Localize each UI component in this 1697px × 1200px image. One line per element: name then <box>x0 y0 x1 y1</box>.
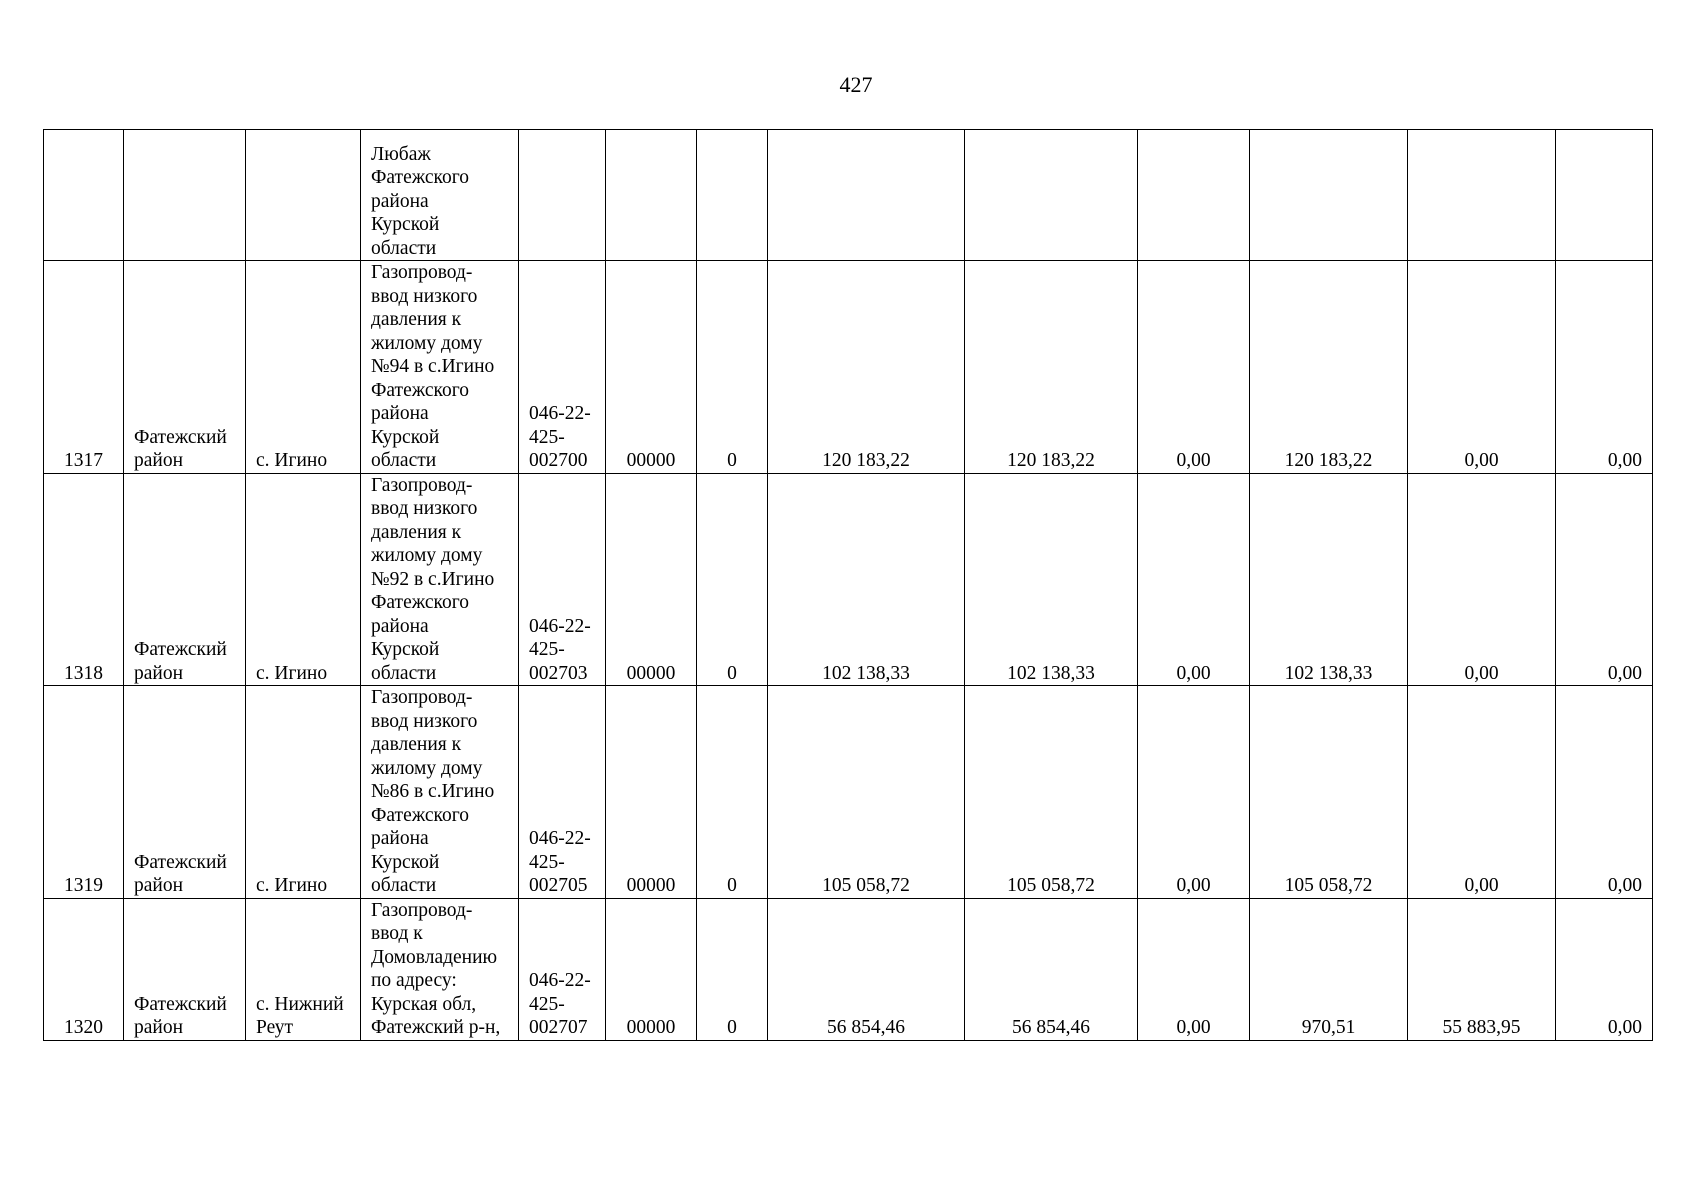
count-cell: 0 <box>697 473 768 686</box>
settlement-cell: с. Нижний Реут <box>246 898 361 1040</box>
row-number <box>44 130 124 261</box>
count-cell: 0 <box>697 898 768 1040</box>
count-cell: 0 <box>697 261 768 474</box>
code-suffix-cell: 00000 <box>606 473 697 686</box>
value-cell-5: 55 883,95 <box>1408 898 1556 1040</box>
value-cell-6: 0,00 <box>1556 686 1653 899</box>
value-cell-6: 0,00 <box>1556 261 1653 474</box>
value-cell-5: 0,00 <box>1408 261 1556 474</box>
value-cell-2: 105 058,72 <box>965 686 1138 899</box>
value-cell-6: 0,00 <box>1556 898 1653 1040</box>
code-cell: 046-22- 425- 002707 <box>519 898 606 1040</box>
value-cell-2 <box>965 130 1138 261</box>
code-suffix-cell: 00000 <box>606 261 697 474</box>
value-cell-5: 0,00 <box>1408 473 1556 686</box>
description-cell: Любаж Фатежского района Курской области <box>361 130 519 261</box>
settlement-cell <box>246 130 361 261</box>
description-cell: Газопровод- ввод низкого давления к жилому дому №92 в с.Игино Фатежского района Курской области <box>361 473 519 686</box>
value-cell-1: 120 183,22 <box>768 261 965 474</box>
description-cell: Газопровод- ввод к Домовладению по адресу: Курская обл, Фатежский р-н, <box>361 898 519 1040</box>
value-cell-5 <box>1408 130 1556 261</box>
district-cell: Фатежский район <box>124 261 246 474</box>
row-number: 1318 <box>44 473 124 686</box>
description-cell: Газопровод- ввод низкого давления к жилому дому №94 в с.Игино Фатежского района Курской области <box>361 261 519 474</box>
value-cell-3: 0,00 <box>1138 898 1250 1040</box>
page-number: 427 <box>839 72 873 97</box>
code-cell: 046-22- 425- 002703 <box>519 473 606 686</box>
value-cell-1: 105 058,72 <box>768 686 965 899</box>
table-row <box>44 686 1653 899</box>
value-cell-4: 105 058,72 <box>1250 686 1408 899</box>
count-cell <box>697 130 768 261</box>
value-cell-1 <box>768 130 965 261</box>
code-suffix-cell <box>606 130 697 261</box>
settlement-cell: с. Игино <box>246 473 361 686</box>
value-cell-3: 0,00 <box>1138 473 1250 686</box>
code-suffix-cell: 00000 <box>606 686 697 899</box>
value-cell-2: 120 183,22 <box>965 261 1138 474</box>
code-cell: 046-22- 425- 002700 <box>519 261 606 474</box>
value-cell-4 <box>1250 130 1408 261</box>
registry-table <box>43 129 1653 1041</box>
value-cell-2: 56 854,46 <box>965 898 1138 1040</box>
row-number: 1317 <box>44 261 124 474</box>
table-row <box>44 130 1653 261</box>
value-cell-5: 0,00 <box>1408 686 1556 899</box>
table-row <box>44 261 1653 474</box>
table-row <box>44 473 1653 686</box>
settlement-cell: с. Игино <box>246 261 361 474</box>
settlement-cell: с. Игино <box>246 686 361 899</box>
description-cell: Газопровод- ввод низкого давления к жилому дому №86 в с.Игино Фатежского района Курской области <box>361 686 519 899</box>
value-cell-1: 102 138,33 <box>768 473 965 686</box>
value-cell-4: 970,51 <box>1250 898 1408 1040</box>
value-cell-2: 102 138,33 <box>965 473 1138 686</box>
value-cell-3: 0,00 <box>1138 261 1250 474</box>
value-cell-3: 0,00 <box>1138 686 1250 899</box>
district-cell <box>124 130 246 261</box>
value-cell-6: 0,00 <box>1556 473 1653 686</box>
district-cell: Фатежский район <box>124 898 246 1040</box>
count-cell: 0 <box>697 686 768 899</box>
code-cell <box>519 130 606 261</box>
district-cell: Фатежский район <box>124 473 246 686</box>
value-cell-3 <box>1138 130 1250 261</box>
value-cell-1: 56 854,46 <box>768 898 965 1040</box>
district-cell: Фатежский район <box>124 686 246 899</box>
value-cell-4: 102 138,33 <box>1250 473 1408 686</box>
code-cell: 046-22- 425- 002705 <box>519 686 606 899</box>
row-number: 1320 <box>44 898 124 1040</box>
value-cell-4: 120 183,22 <box>1250 261 1408 474</box>
code-suffix-cell: 00000 <box>606 898 697 1040</box>
value-cell-6 <box>1556 130 1653 261</box>
table-row <box>44 898 1653 1040</box>
row-number: 1319 <box>44 686 124 899</box>
